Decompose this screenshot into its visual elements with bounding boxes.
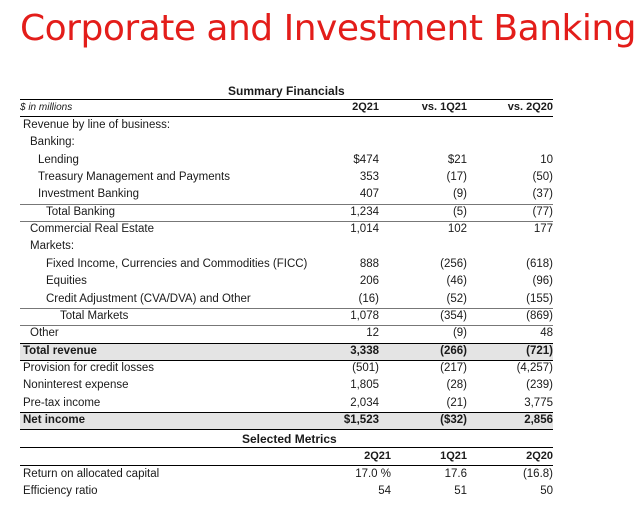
row-value-c1: $1,523 [343,413,379,426]
col-header-vs-1q21: vs. 1Q21 [421,101,467,113]
row-value-c1: 1,014 [350,223,379,236]
col-header-vs-2q20: vs. 2Q20 [507,101,553,113]
table-row [20,273,553,290]
row-value-c3: 50 [540,485,553,497]
row-value-c3: (721) [526,344,553,357]
row-value-c3: (618) [526,257,553,270]
row-rule [20,429,553,430]
row-value-c2: (217) [440,361,467,374]
row-value-c1: 1,078 [350,309,379,322]
table-row [20,238,553,255]
row-label: Lending [38,153,79,166]
row-value-c3: 3,775 [524,396,553,409]
row-value-c1: 407 [359,188,379,201]
row-value-c2: (52) [446,292,467,305]
row-value-c3: (77) [532,205,553,218]
row-value-c2: 102 [447,223,467,236]
row-value-c2: 51 [454,485,467,497]
row-label: Treasury Management and Payments [38,171,230,184]
row-rule [20,343,553,344]
row-label: Provision for credit losses [23,361,155,374]
row-rule [20,360,553,361]
metrics-heading: Selected Metrics [242,432,337,446]
row-value-c3: (4,257) [516,361,553,374]
table-row [20,325,553,342]
table-row [20,152,553,169]
row-rule [20,412,553,413]
row-value-c2: ($32) [440,413,467,426]
row-label: Revenue by line of business: [23,119,171,131]
row-value-c2: (28) [446,379,467,392]
row-value-c3: (155) [526,292,553,305]
row-value-c1: 888 [359,257,379,270]
row-value-c2: (21) [446,396,467,409]
table-row [20,360,553,377]
row-value-c1: 17.0 % [355,468,391,480]
table-row [20,291,553,308]
table-row [20,186,553,203]
row-label: Banking: [30,136,75,149]
row-value-c1: 3,338 [350,344,379,357]
row-value-c3: (869) [526,309,553,322]
row-label: Efficiency ratio [23,485,98,497]
row-value-c1: (16) [358,292,379,305]
row-value-c1: 353 [359,171,379,184]
metrics-top-rule [20,447,553,448]
row-value-c2: (5) [452,205,467,218]
row-value-c1: $474 [353,153,379,166]
summary-heading: Summary Financials [228,84,345,98]
row-label: Noninterest expense [23,379,129,392]
row-value-c2: (9) [452,188,467,201]
row-value-c3: (239) [526,379,553,392]
row-value-c2: (354) [440,309,467,322]
table-row [20,221,553,238]
row-value-c2: (266) [440,344,467,357]
col-header-2q21: 2Q21 [352,101,379,113]
row-label: Other [30,327,59,340]
row-value-c2: (9) [452,327,467,340]
row-rule [20,325,553,326]
table-row [20,256,553,273]
row-rule [20,308,553,309]
row-value-c3: (50) [532,171,553,184]
row-value-c3: 48 [540,327,553,340]
row-value-c1: 206 [359,275,379,288]
row-value-c2: (46) [446,275,467,288]
row-value-c3: (37) [532,188,553,201]
row-rule [20,204,553,205]
row-rule [20,221,553,222]
row-value-c1: 54 [378,485,391,497]
metrics-col-2q21: 2Q21 [364,450,391,462]
row-value-c1: 1,805 [350,379,379,392]
row-label: Pre-tax income [23,396,101,409]
row-value-c1: 1,234 [350,205,379,218]
row-value-c2: (256) [440,257,467,270]
table-row [20,117,553,134]
table-row [20,483,553,500]
row-value-c2: $21 [447,153,467,166]
row-label: Return on allocated capital [23,468,160,480]
row-label: Credit Adjustment (CVA/DVA) and Other [46,292,251,305]
row-label: Equities [46,275,87,288]
row-label: Total revenue [23,344,97,357]
row-label: Total Markets [60,309,129,322]
row-label: Net income [23,413,85,426]
row-value-c2: (17) [446,171,467,184]
row-label: Markets: [30,240,75,253]
table-row [20,169,553,186]
row-value-c1: 2,034 [350,396,379,409]
table-row [20,134,553,151]
metrics-col-2q20: 2Q20 [526,450,553,462]
row-value-c2: 17.6 [444,468,467,480]
row-value-c1: 12 [366,327,379,340]
table-row [20,343,553,360]
table-row [20,412,553,429]
row-label: Fixed Income, Currencies and Commodities (FICC) [46,257,308,270]
row-value-c3: (96) [532,275,553,288]
row-label: Total Banking [46,205,116,218]
row-value-c1: (501) [352,361,379,374]
row-label: Commercial Real Estate [30,223,154,236]
row-label: Investment Banking [38,188,140,201]
row-value-c3: 177 [533,223,553,236]
table-row [20,204,553,221]
table-row [20,466,553,483]
units-label: $ in millions [20,102,73,113]
row-value-c3: 10 [540,153,553,166]
page-title: Corporate and Investment Banking [20,8,636,49]
table-row [20,395,553,412]
table-row [20,377,553,394]
row-value-c3: 2,856 [524,413,553,426]
metrics-col-1q21: 1Q21 [440,450,467,462]
header-rule [20,99,553,100]
table-row [20,308,553,325]
row-value-c3: (16.8) [522,468,553,480]
